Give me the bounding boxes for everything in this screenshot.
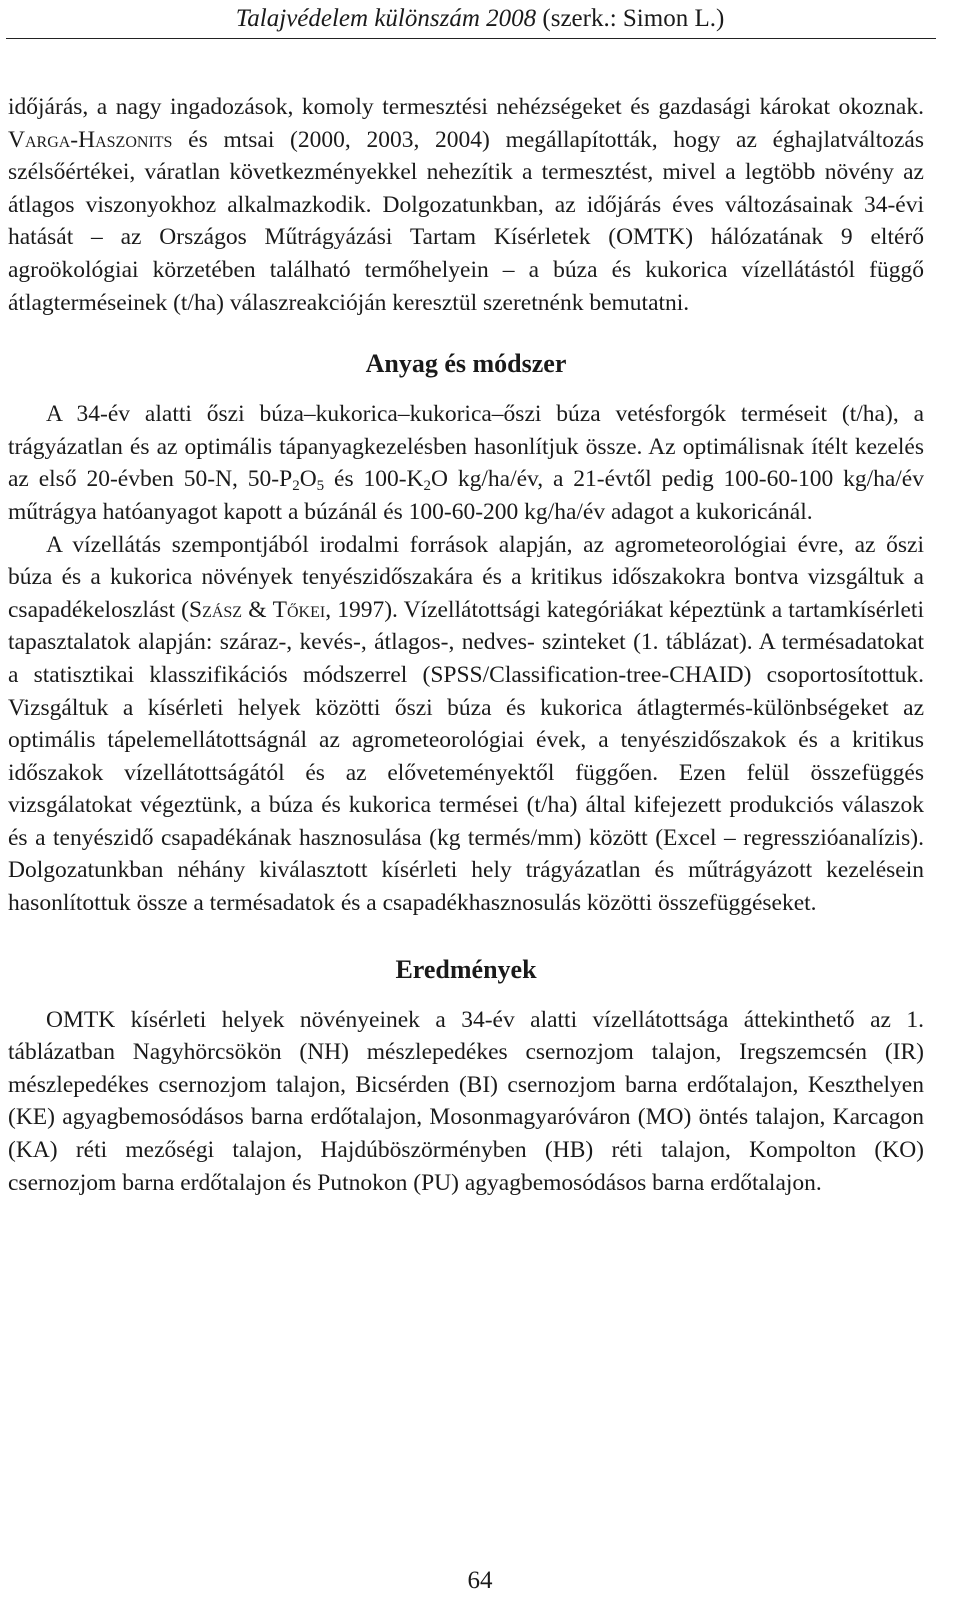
subscript: 2 [292, 478, 300, 495]
methods-text-d: O kg/ha/év, a 21-évtől pedig 100-60-100 kg/ha/év műtrágya hatóanyagot kapott a búzánál és 100-60-200 kg/ha/év adagot a kukoricánál. [8, 466, 924, 525]
methods-paragraph-2 [8, 529, 924, 920]
methods-text-a: A 34-év alatti őszi búza–kukorica–kukorica–őszi búza vetésforgók terméseit (t/ha), a trágyázatlan és az optimális tápanyagkezelésben hasonlítjuk össze. Az optimálisnak ítélt kezelés az első 20-évben 50-N, 50-P [8, 401, 924, 493]
page-number: 64 [467, 1567, 493, 1594]
intro-paragraph [8, 91, 924, 319]
body-text [8, 91, 924, 1199]
author-citation: Tőkei [272, 596, 326, 623]
results-heading: Eredmények [395, 954, 537, 984]
methods-text-b: O [299, 466, 317, 493]
subscript: 5 [316, 478, 325, 495]
methods-text-c: és 100-K [324, 466, 424, 493]
editor-note: (szerk.: Simon L.) [536, 5, 725, 32]
header-rule [6, 38, 936, 39]
running-header [0, 4, 960, 34]
ampersand: & [242, 596, 273, 623]
results-paragraph: OMTK kísérleti helyek növényeinek a 34-év alatti vízellátottsága áttekinthető az 1. táblázatban Nagyhörcsökön (NH) mészlepedékes csernozjom talajon, Iregszemcsén (IR) mészlepedékes csernozjom talajon, Bicsérden (BI) csernozjom barna erdőtalajon, Keszthelyen (KE) agyagbemosódásos barna erdőtalajon, Mosonmagyaróváron (MO) öntés talajon, Karcagon (KA) réti mezőségi talajon, Hajdúböszörményben (HB) réti talajon, Kompolton (KO) csernozjom barna erdőtalajon és Putnokon (PU) agyagbemosódásos barna erdőtalajon. [8, 1006, 924, 1196]
methods2-text-b: , 1997). Vízellátottsági kategóriákat képeztünk a tartamkísérleti tapasztalatok alapján: száraz-, kevés-, átlagos-, nedves- szinteket (1. táblázat). A termésadatokat a statisztikai klasszifikációs módszerrel (SPSS/Classification-tree-CHAID) csoportosítottuk. Vizsgáltuk a kísérleti helyek közötti őszi búza és kukorica átlagtermés-különbségeket az optimális tápelemellátottságnál az agrometeorológiai évek, a tenyészidőszakok és a kritikus időszakok vízellátottságától és az előveteményektől függően. Ezen felül összefüggés vizsgálatokat végeztünk, a búza és kukorica termései (t/ha) által kifejezett produkciós válaszok és a tenyészidő csapadékának hasznosulása (kg termés/mm) között (Excel – regresszióanalízis). Dolgozatunkban néhány kiválasztott kísérleti hely trágyázatlan és műtrágyázott kezelésein hasonlítottuk össze a termésadatok és a csapadékhasznosulás közötti összefüggéseket. [8, 596, 924, 917]
author-citation: Szász [189, 596, 243, 623]
journal-title: Talajvédelem különszám 2008 [235, 5, 537, 32]
intro-text-b: és mtsai (2000, 2003, 2004) megállapították, hogy az éghajlatváltozás szélsőértékei, váratlan következményekkel nehezítik a termesztést, mivel a legtöbb növény az átlagos viszonyokhoz alkalmazkodik. Dolgozatunkban, az időjárás éves változásainak 34-évi hatását – az Országos Műtrágyázási Tartam Kísérletek (OMTK) hálózatának 9 eltérő agroökológiai körzetében található termőhelyein – a búza és kukorica vízellátástól függő átlagterméseinek (t/ha) válaszreakcióján keresztül szeretnénk bemutatni. [8, 126, 924, 316]
methods-paragraph-1 [8, 398, 924, 528]
methods2-text-a: A vízellátás szempontjából irodalmi források alapján, az agrometeorológiai évre, az őszi búza és a kukorica növények tenyészidőszakára és a kritikus időszakokra bontva vizsgáltuk a csapadékeloszlást ( [8, 531, 924, 623]
subscript: 2 [423, 478, 432, 495]
intro-text-a: időjárás, a nagy ingadozások, komoly termesztési nehézségeket és gazdasági károkat okoznak. [8, 94, 924, 120]
methods-heading: Anyag és módszer [365, 349, 567, 379]
author-citation: Varga-Haszonits [8, 126, 173, 153]
